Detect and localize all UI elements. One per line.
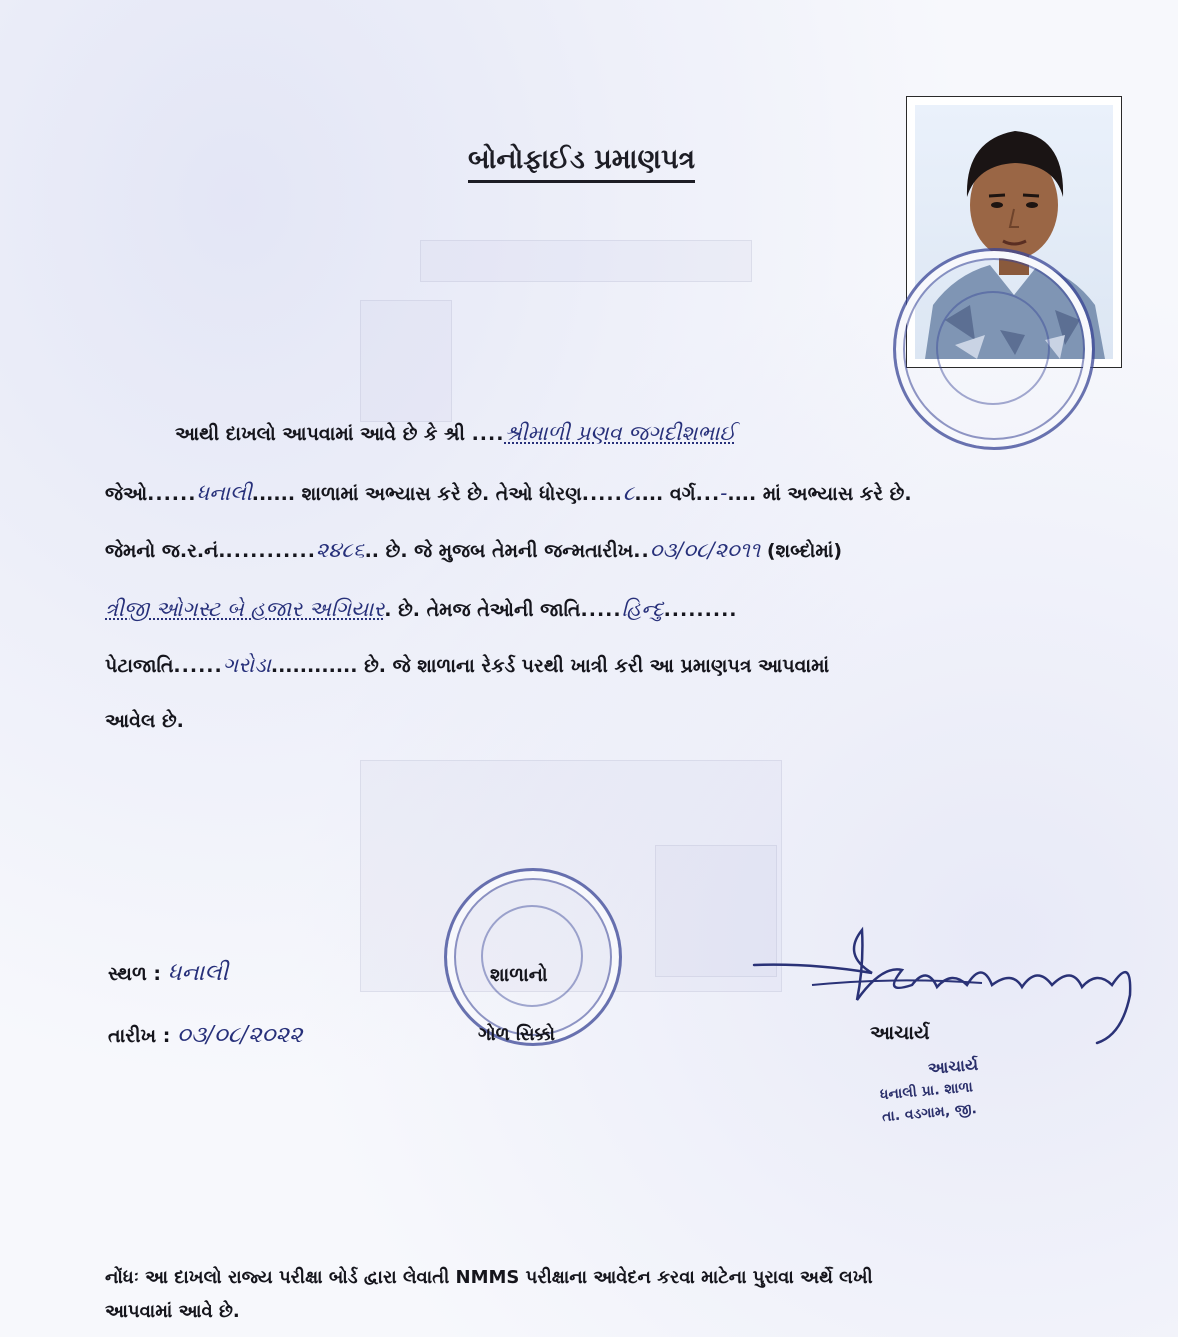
principal-stamp-title: આચાર્ય bbox=[927, 1054, 979, 1079]
place-label: સ્થળ : bbox=[108, 963, 162, 985]
certificate-line-6 bbox=[105, 706, 184, 736]
seal-label-1: શાળાનો bbox=[490, 964, 548, 986]
date-value: ૦૩/૦૮/૨૦૨૨ bbox=[176, 1022, 303, 1048]
student-name: શ્રીમાળી પ્રણવ જગદીશભાઈ bbox=[504, 421, 736, 445]
static-text: . છે. તેમજ તેઓની જાતિ bbox=[384, 599, 581, 621]
note-line-2: આપવામાં આવે છે. bbox=[105, 1301, 240, 1322]
round-school-seal bbox=[444, 868, 622, 1046]
static-text: ...... શાળામાં અભ્યાસ કરે છે. તેઓ ધોરણ bbox=[251, 483, 582, 505]
school-name: ધનાલી bbox=[196, 481, 252, 505]
dotted-fill: ... bbox=[695, 483, 721, 505]
static-text: આથી દાખલો આપવામાં આવે છે કે શ્રી bbox=[175, 423, 472, 445]
dotted-fill: ........... bbox=[225, 540, 316, 562]
certificate-line-1 bbox=[175, 418, 736, 449]
static-text: (શબ્દોમાં) bbox=[760, 540, 843, 562]
caste-value: હિન્દુ bbox=[621, 597, 664, 621]
seal-label-2: ગોળ સિક્કો bbox=[478, 1024, 555, 1045]
division-value: - bbox=[720, 481, 728, 505]
static-text: પેટાજાતિ bbox=[105, 655, 174, 677]
static-text: .. છે. જે મુજબ તેમની જન્મતારીખ bbox=[364, 540, 634, 562]
dotted-fill: ...... bbox=[147, 483, 197, 505]
register-number: ૨૪૮૬ bbox=[315, 538, 365, 562]
note-line-1: નોંધઃ આ દાખલો રાજ્ય પરીક્ષા બોર્ડ દ્વારા લેવાતી NMMS પરીક્ષાના આવેદન કરવા માટેના પુરાવા અર્થે લખી bbox=[105, 1267, 873, 1288]
static-text: જેમનો જ.ર.નં. bbox=[105, 540, 226, 562]
certificate-line-4 bbox=[105, 594, 738, 625]
static-text: .... માં અભ્યાસ કરે છે. bbox=[727, 483, 912, 505]
standard-value: ૮ bbox=[622, 481, 635, 505]
dotted-fill: ..... bbox=[580, 599, 622, 621]
place-value: ધનાલી bbox=[167, 960, 229, 986]
certificate-line-5 bbox=[105, 650, 829, 681]
dotted-fill: .. bbox=[633, 540, 650, 562]
principal-stamp bbox=[877, 1054, 983, 1128]
dotted-fill: .... bbox=[471, 423, 505, 445]
school-seal-stamp bbox=[893, 248, 1095, 450]
dotted-fill: ..... bbox=[581, 483, 623, 505]
date-label: તારીખ : bbox=[108, 1025, 171, 1047]
static-text: જેઓ bbox=[105, 483, 148, 505]
date-row bbox=[108, 1022, 302, 1048]
principal-signature-icon bbox=[752, 925, 1142, 1050]
principal-label: આચાર્ય bbox=[870, 1022, 930, 1044]
static-text: .... વર્ગ bbox=[634, 483, 696, 505]
static-text: ............ છે. જે શાળાના રેકર્ડ પરથી ખાત્રી કરી આ પ્રમાણપત્ર આપવામાં bbox=[270, 655, 830, 677]
dotted-fill: ...... bbox=[173, 655, 223, 677]
static-text: આવેલ છે. bbox=[105, 710, 184, 732]
birth-date-in-words: ત્રીજી ઓગસ્ટ બે હજાર અગિયાર bbox=[105, 597, 385, 621]
page-title: બોનોફાઈડ પ્રમાણપત્ર bbox=[468, 142, 695, 183]
birth-date: ૦૩/૦૮/૨૦૧૧ bbox=[649, 538, 761, 562]
dotted-fill: ......... bbox=[663, 599, 738, 621]
certificate-line-3 bbox=[105, 535, 842, 566]
certificate-line-2 bbox=[105, 478, 912, 509]
subcaste-value: ગરોડા bbox=[222, 653, 271, 677]
principal-stamp-address: તા. વડગામ, જી. bbox=[881, 1101, 978, 1126]
place-row bbox=[108, 960, 228, 986]
principal-stamp-school: ધનાલી પ્રા. શાળા bbox=[879, 1079, 974, 1104]
bleed-through-mark bbox=[420, 240, 752, 282]
bleed-through-mark bbox=[360, 300, 452, 422]
